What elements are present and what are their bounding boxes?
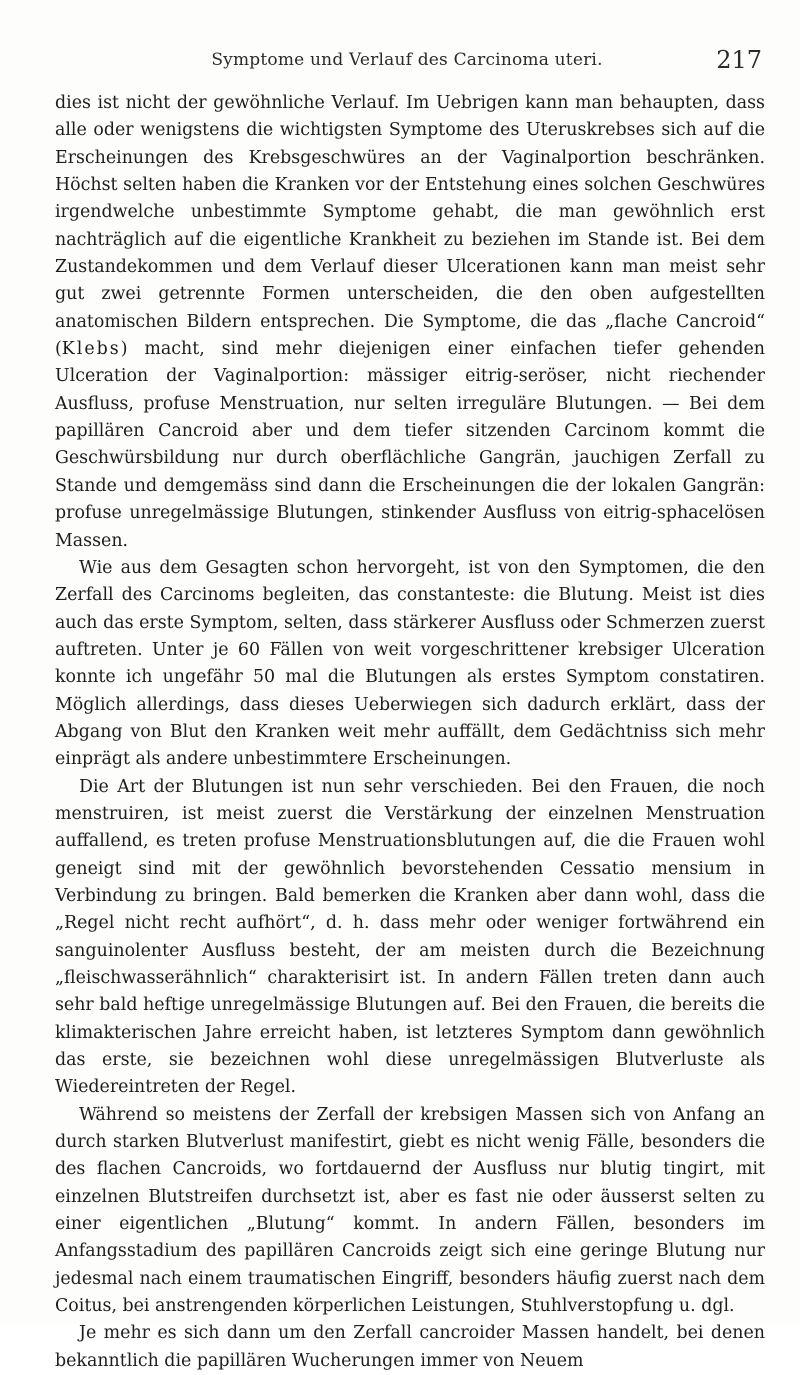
running-title: Symptome und Verlauf des Carcinoma uteri.: [211, 50, 603, 70]
author-name-spaced: Klebs: [61, 339, 121, 360]
paragraph-3: Die Art der Blutungen ist nun sehr verschieden. Bei den Frauen, die noch menstruiren, ist meist zuerst die Verstärkung der einzelnen Menstruation auffallend, es treten profuse Menstruationsblutungen auf, die die Frauen wohl geneigt sind mit der gewöhnlich bevorstehenden Cessatio mensium in Verbindung zu bringen. Bald bemerken die Kranken aber dann wohl, dass die „Regel nicht recht aufhört“, d. h. dass mehr oder weniger fortwährend ein sanguinolenter Ausfluss besteht, der am meisten durch die Bezeichnung „fleischwasserähnlich“ charakterisirt ist. In andern Fällen treten dann auch sehr bald heftige unregelmässige Blutungen auf. Bei den Frauen, die bereits die klimakterischen Jahre erreicht haben, ist letzteres Symptom dann gewöhnlich das erste, sie bezeichnen wohl diese unregelmässigen Blutverluste als Wiedereintreten der Regel.: [55, 776, 765, 1098]
page-number: 217: [716, 46, 762, 74]
paragraph-text: ) macht, sind mehr diejenigen einer einfachen tiefer gehenden Ulceration der Vaginalportion: mässiger eitrig-seröser, nicht riechender Ausfluss, profuse Menstruation, nur selten irreguläre Blutungen. — Bei dem papillären Cancroid aber und dem tiefer sitzenden Carcinom kommt die Geschwürsbildung nur durch oberflächliche Gangrän, jauchigen Zerfall zu Stande und demgemäss sind dann die Erscheinungen die der lokalen Gangrän: profuse unregelmässige Blutungen, stinkender Ausfluss von eitrig-sphacelösen Massen.: [55, 339, 765, 551]
paragraph-4: Während so meistens der Zerfall der krebsigen Massen sich von Anfang an durch starken Blutverlust manifestirt, giebt es nicht wenig Fälle, besonders die des flachen Cancroids, wo fortdauernd der Ausfluss nur blutig tingirt, mit einzelnen Blutstreifen durchsetzt ist, aber es fast nie oder äusserst selten zu einer eigentlichen „Blutung“ kommt. In andern Fällen, besonders im Anfangsstadium des papillären Cancroids zeigt sich eine geringe Blutung nur jedesmal nach einem traumatischen Eingriff, besonders häufig zuerst nach dem Coitus, bei anstrengenden körperlichen Leistungen, Stuhlverstopfung u. dgl.: [55, 1104, 765, 1317]
paragraph-2: Wie aus dem Gesagten schon hervorgeht, ist von den Symptomen, die den Zerfall des Carcinoms begleiten, das constanteste: die Blutung. Meist ist dies auch das erste Symptom, selten, dass stärkerer Ausfluss oder Schmerzen zuerst auftreten. Unter je 60 Fällen von weit vorgeschrittener krebsiger Ulceration konnte ich ungefähr 50 mal die Blutungen als erstes Symptom constatiren. Möglich allerdings, dass dieses Ueberwiegen sich dadurch erklärt, dass der Abgang von Blut den Kranken weit mehr auffällt, dem Gedächtniss sich mehr einprägt als andere unbestimmtere Erscheinungen.: [55, 557, 765, 770]
paragraph-1: [55, 90, 765, 555]
body-text: [55, 90, 765, 1375]
paragraph-5: Je mehr es sich dann um den Zerfall cancroider Massen handelt, bei denen bekanntlich die papillären Wucherungen immer von Neuem: [55, 1323, 765, 1371]
paragraph-text: dies ist nicht der gewöhnliche Verlauf. Im Uebrigen kann man behaupten, dass alle oder wenigstens die wichtigsten Symptome des Uteruskrebses sich auf die Erscheinungen des Krebsgeschwüres an der Vaginalportion beschränken. Höchst selten haben die Kranken vor der Entstehung eines solchen Geschwüres irgendwelche unbestimmte Symptome gehabt, die man gewöhnlich erst nachträglich auf die eigentliche Krankheit zu beziehen im Stande ist. Bei dem Zustandekommen und dem Verlauf dieser Ulcerationen kann man meist sehr gut zwei getrennte Formen unterscheiden, die den oben aufgestellten anatomischen Bildern entsprechen. Die Symptome, die das „flache Cancroid“ (: [55, 93, 765, 360]
running-header: [52, 46, 762, 76]
